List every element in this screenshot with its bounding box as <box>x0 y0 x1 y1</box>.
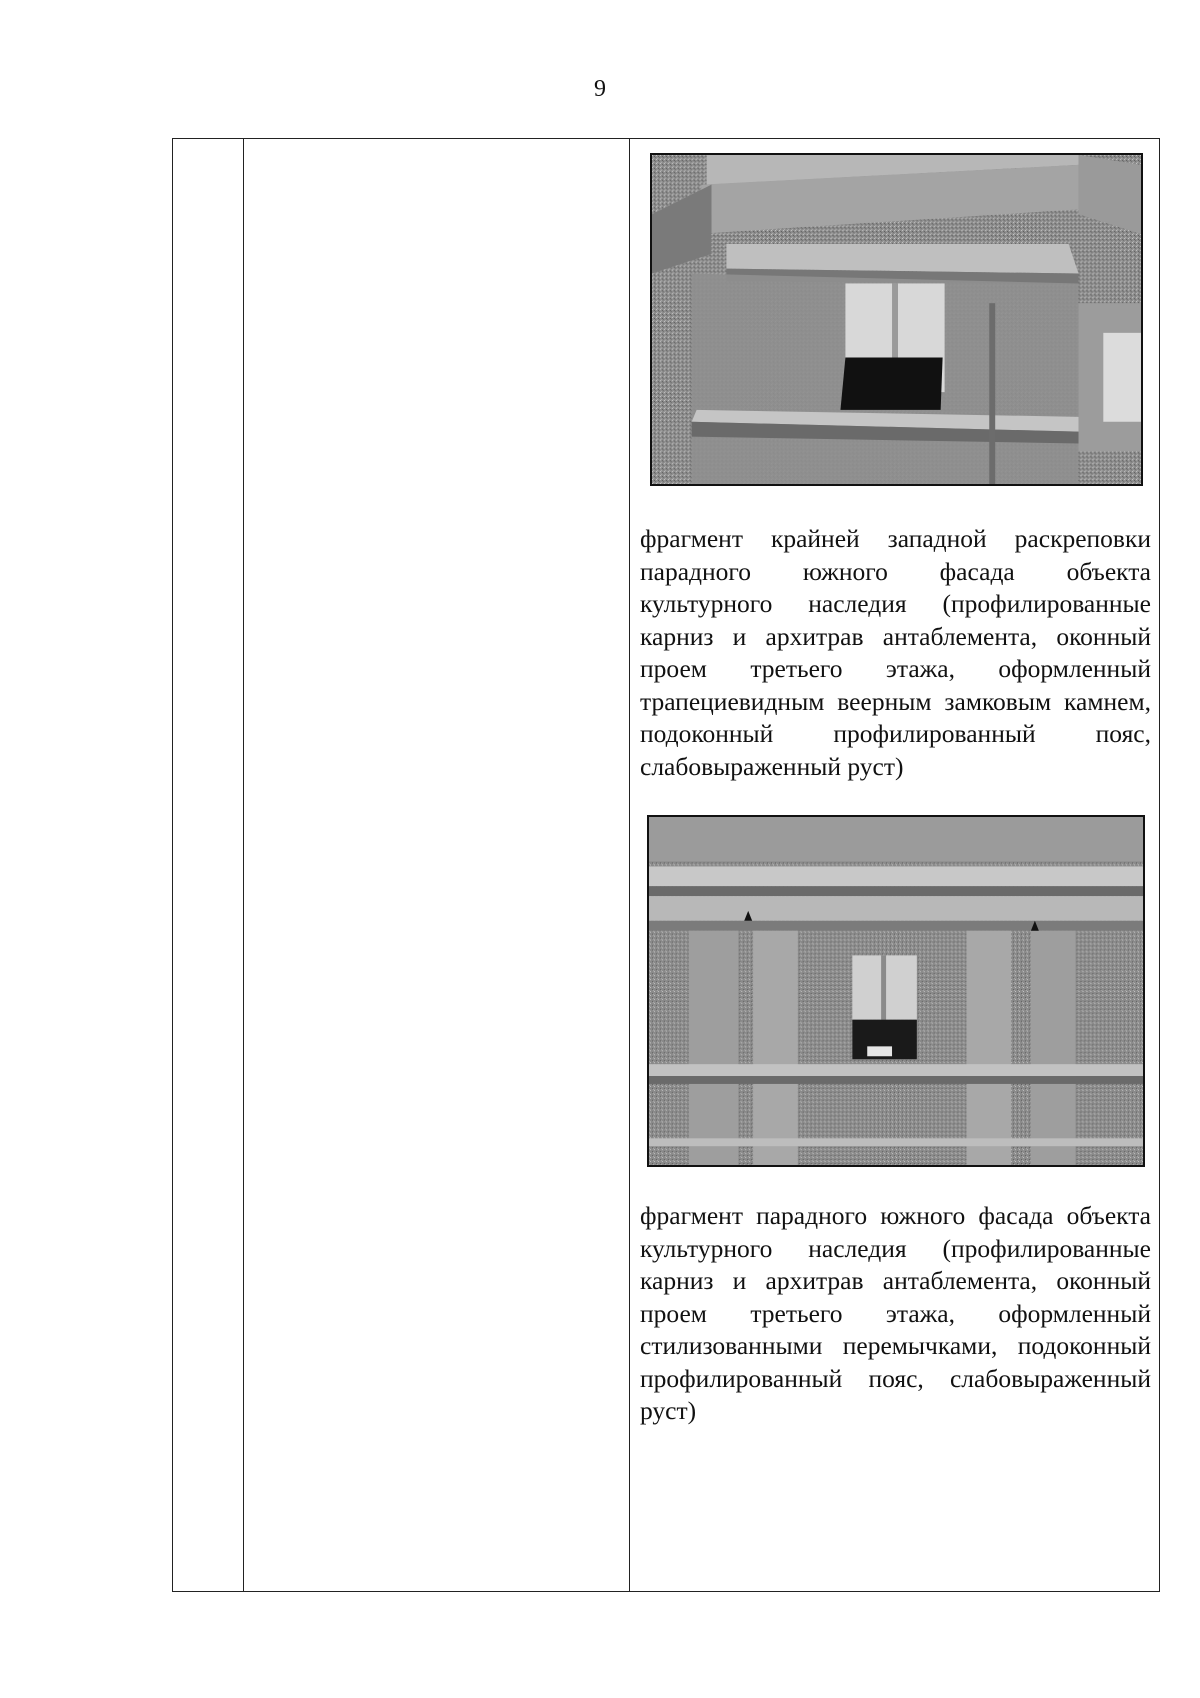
photo-caption: фрагмент крайней западной раскреповки парадного южного фасада объекта культурного наследия (профилированные карниз и архитрав антаблемента, оконный проем третьего этажа, оформленный трапециевидным веерным замковым камнем, подоконный профилированный пояс, слабовыраженный руст) <box>640 524 1151 781</box>
photo-caption: фрагмент парадного южного фасада объекта культурного наследия (профилированные карниз и архитрав антаблемента, оконный проем третьего этажа, оформленный стилизованными перемычками, подоконный профилированный пояс, слабовыраженный руст) <box>640 1201 1151 1425</box>
facade-photo-2 <box>647 815 1145 1167</box>
table-column-divider <box>629 139 630 1591</box>
table-column-divider <box>243 139 244 1591</box>
document-table <box>172 138 1160 1592</box>
facade-photo-1 <box>650 153 1143 486</box>
page-number: 9 <box>594 76 606 102</box>
